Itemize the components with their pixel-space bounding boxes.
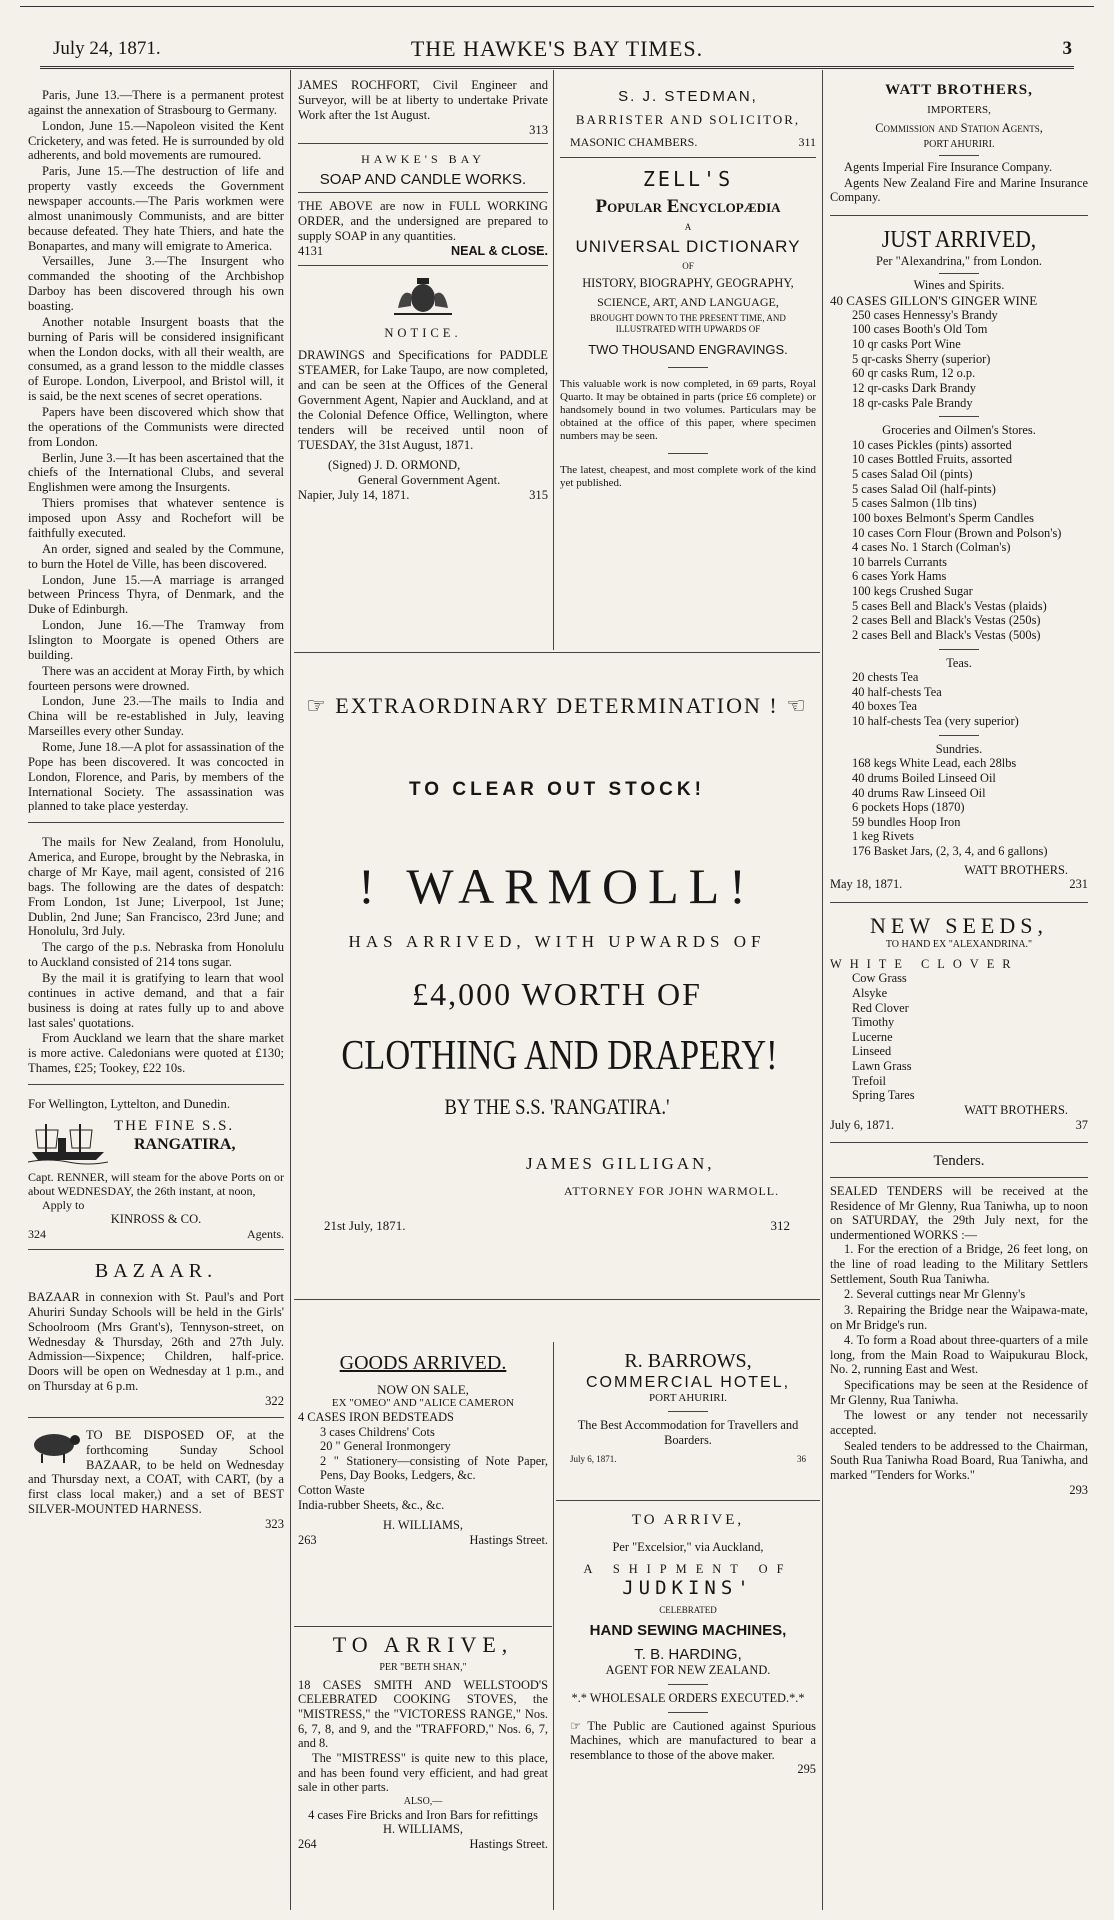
masthead-rule <box>40 66 1074 69</box>
column-divider <box>290 70 291 1910</box>
notice-role: General Government Agent. <box>358 473 501 488</box>
stedman-role: BARRISTER AND SOLICITOR, <box>575 111 801 127</box>
tender-item: 1. For the erection of a Bridge, 26 feet long, on the line of road leading to the Military Settlers Settlement, South Rua Taniwha. <box>830 1242 1088 1286</box>
sewing-agent-role: AGENT FOR NEW ZEALAND. <box>605 1663 771 1678</box>
soap-ad <box>298 152 548 258</box>
column-divider <box>822 70 823 1910</box>
divider <box>668 1712 708 1713</box>
royal-crest-icon <box>298 274 548 322</box>
seed-item: Timothy <box>852 1015 895 1030</box>
grocery-item: 100 boxes Belmont's Sperm Candles <box>852 510 1034 525</box>
zell-title: ZELL'S <box>642 167 734 192</box>
ads-column-3 <box>560 88 816 490</box>
wine-item: 12 qr-casks Dark Brandy <box>852 380 976 395</box>
seed-item: Alsyke <box>852 985 888 1000</box>
tender-item: 2. Several cuttings near Mr Glenny's <box>844 1287 1026 1302</box>
sundry-item: 1 keg Rivets <box>852 829 914 844</box>
divider <box>939 416 979 417</box>
divider <box>668 453 708 454</box>
news-item: London, June 23.—The mails to India and China will be re-established in July, leaving Marseilles every other Sunday. <box>28 694 284 739</box>
stedman-ad <box>560 88 816 149</box>
zell-engravings: TWO THOUSAND ENGRAVINGS. <box>588 342 788 358</box>
divider <box>556 1500 820 1501</box>
soap-body: THE ABOVE are now in FULL WORKING ORDER, and the undersigned are prepared to supply SOAP in any quantities. <box>298 199 548 243</box>
just-date: May 18, 1871. <box>830 877 903 892</box>
divider <box>830 1142 1088 1143</box>
ad-number: 293 <box>1069 1483 1088 1498</box>
rochfort-ad <box>298 78 548 137</box>
stoves-also: ALSO,— <box>403 1795 443 1807</box>
tenders-address: Sealed tenders to be addressed to the Chairman, South Rua Taniwha Road Board, Rua Taniwha, and marked "Tenders for Works." <box>830 1438 1088 1482</box>
zell-paragraph-2: The latest, cheapest, and most complete work of the kind yet published. <box>560 464 816 490</box>
stedman-name: S. J. STEDMAN, <box>618 88 758 105</box>
seeds-ship: TO HAND EX "ALEXANDRINA." <box>885 938 1033 950</box>
watt-importers: IMPORTERS, <box>927 103 991 116</box>
warmoll-headline: ☞ EXTRAORDINARY DETERMINATION ! ☜ <box>306 693 808 718</box>
sewing-title: TO ARRIVE, <box>631 1512 745 1528</box>
column-divider <box>553 1342 554 1910</box>
stoves-address: Hastings Street. <box>469 1836 548 1851</box>
soap-line-2: SOAP AND CANDLE WORKS. <box>319 170 527 188</box>
watt-insurance: Agents New Zealand Fire and Marine Insurance Company. <box>830 175 1088 205</box>
zell-ad <box>560 168 816 490</box>
tea-item: 10 half-chests Tea (very superior) <box>852 714 1019 729</box>
just-arrived-ad <box>830 226 1088 892</box>
ad-number: 264 <box>298 1836 317 1851</box>
grocery-item: 2 cases Bell and Black's Vestas (500s) <box>852 627 1041 642</box>
stoves-body: 18 CASES SMITH AND WELLSTOOD'S CELEBRATED COOKING STOVES, the "MISTRESS," the "VICTORESS RANGE," Nos. 6, 7, 8, and 9, and the "TRAFFORD," Nos. 6, 7, and 8. <box>298 1677 548 1751</box>
ad-number: 231 <box>1069 877 1088 892</box>
grocery-item: 10 cases Corn Flour (Brown and Polson's) <box>852 525 1062 540</box>
divider <box>939 649 979 650</box>
watt-name: WATT BROTHERS, <box>885 82 1033 98</box>
pointing-hand-icon: ☞ <box>570 1718 588 1733</box>
just-arrived-title: JUST ARRIVED, <box>881 226 1037 253</box>
news-item: London, June 15.—A marriage is arranged between Princess Thyra, of Denmark, and the Duke of Edinburgh. <box>28 572 284 617</box>
tenders-intro: SEALED TENDERS will be received at the Residence of Mr Glenny, Rua Taniwha, up to noon on SATURDAY, the 29th July next, for the undermentioned WORKS :— <box>830 1183 1088 1242</box>
ship-row <box>28 1118 284 1166</box>
seed-item: Red Clover <box>852 1000 909 1015</box>
just-signature: WATT BROTHERS. <box>964 862 1068 877</box>
stoves-title: TO ARRIVE, <box>332 1632 514 1657</box>
notice-body: DRAWINGS and Specifications for PADDLE STEAMER, for Lake Taupo, are now completed, and can be seen at the Offices of the General Government Agent, Napier and Auckland, and at the Colonial Defence Office, Wellington, where tenders will be received until noon of TUESDAY, the 31st August, 1871. <box>298 348 548 452</box>
ad-number: 311 <box>798 135 816 150</box>
wine-item: 5 qr-casks Sherry (superior) <box>852 351 991 366</box>
ad-number: 4131 <box>298 243 324 258</box>
zell-a: A <box>684 222 692 233</box>
watt-port: PORT AHURIRI. <box>923 139 995 151</box>
divider <box>298 265 548 266</box>
warmoll-ship: BY THE S.S. 'RANGATIRA.' <box>444 1093 670 1119</box>
news-item: Another notable Insurgent boasts that the burning of Paris will be considered insignificant when the London docks, with all their wealth, are consumed, as a grand lesson to the middle classes of Europe. London, Liverpool, and Bristol will, it is said, be the next scenes of secret operations. <box>28 314 284 404</box>
news-item: Thiers promises that whatever sentence is imposed upon Assy and Rochefort will be faithfully executed. <box>28 496 284 540</box>
sundry-item: 168 kegs White Lead, each 28lbs <box>852 756 1017 771</box>
firm-name: NEAL & CLOSE. <box>450 243 548 258</box>
bazaar-body: BAZAAR in connexion with St. Paul's and Port Ahuriri Sunday Schools will be held in the Girls' Schoolroom (Mrs Grant's), Tennyson-street, on Wednesday & Thursday, 26th and 27th July. Admission—Sixpence; Children, half-price. Doors will be open on Wednesday at 1 p.m., and on Thursday at 6 p.m. <box>28 1289 284 1394</box>
ad-number: 263 <box>298 1532 317 1547</box>
divider <box>939 735 979 736</box>
barrows-hotel: COMMERCIAL HOTEL, <box>585 1373 791 1391</box>
news-item: Paris, June 13.—There is a permanent protest against the annexation of Strasbourg to Germany. <box>28 88 284 117</box>
grocery-item: 5 cases Salad Oil (pints) <box>852 467 973 482</box>
divider <box>28 1417 284 1418</box>
goods-ex: EX "OMEO" AND "ALICE CAMERON <box>331 1396 515 1409</box>
tenders-lowest: The lowest or any tender not necessarily accepted. <box>830 1408 1088 1437</box>
goods-item: India-rubber Sheets, &c., &c. <box>298 1497 445 1512</box>
ad-route: For Wellington, Lyttelton, and Dunedin. <box>28 1097 230 1111</box>
warmoll-arrived: HAS ARRIVED, WITH UPWARDS OF <box>348 932 766 952</box>
warmoll-clothing: CLOTHING AND DRAPERY! <box>341 1033 778 1080</box>
barrows-name: R. BARROWS, <box>624 1350 752 1372</box>
stoves-signature: H. WILLIAMS, <box>383 1822 463 1837</box>
barrows-port: PORT AHURIRI. <box>649 1392 727 1405</box>
top-rule <box>20 6 1094 7</box>
warmoll-ad <box>294 652 820 1300</box>
divider <box>298 192 548 193</box>
tender-item: 4. To form a Road about three-quarters of a mile long, from the Main Road to Waipukurau Block, No. 2, running East and West. <box>830 1333 1088 1377</box>
notice-ad <box>298 274 548 503</box>
bazaar-title: BAZAAR. <box>94 1260 218 1283</box>
wine-item: 18 qr-casks Pale Brandy <box>852 395 973 410</box>
news-column <box>28 88 284 1532</box>
tenders-specs: Specifications may be seen at the Residence of Mr Glenny, Rua Taniwha. <box>830 1378 1088 1407</box>
divider <box>668 367 708 368</box>
seed-item: Trefoil <box>852 1073 886 1088</box>
section-groceries: Groceries and Oilmen's Stores. <box>882 423 1036 438</box>
divider <box>28 822 284 823</box>
goods-item: 2 " Stationery—consisting of Note Paper, Pens, Day Books, Ledgers, &c. <box>320 1453 548 1483</box>
sundry-item: 59 bundles Hoop Iron <box>852 814 961 829</box>
stoves-ad <box>298 1632 548 1851</box>
seeds-title: NEW SEEDS, <box>870 912 1048 938</box>
masthead <box>0 0 1114 70</box>
news-item: London, June 16.—The Tramway from Islington to Moorgate is opened Others are building. <box>28 618 284 662</box>
ship-name-rangatira: RANGATIRA, <box>134 1135 236 1153</box>
goods-item: 4 CASES IRON BEDSTEADS <box>298 1409 454 1424</box>
soap-line-1: HAWKE'S BAY <box>361 152 485 167</box>
section-sundries: Sundries. <box>935 741 983 756</box>
dispose-ad <box>28 1428 284 1532</box>
seeds-date: July 6, 1871. <box>830 1117 895 1132</box>
white-clover: WHITE CLOVER <box>830 956 1019 971</box>
watt-ad <box>830 82 1088 205</box>
news-item: Versailles, June 3.—The Insurgent who commanded the shooting of the Archbishop Darboy has been discovered through his own boasting. <box>28 254 284 314</box>
divider <box>560 157 816 158</box>
grocery-item: 10 cases Bottled Fruits, assorted <box>852 452 1013 467</box>
sewing-judkins: JUDKINS' <box>622 1576 754 1599</box>
steamer-ad <box>28 1097 284 1241</box>
ad-number: 322 <box>265 1393 284 1408</box>
divider <box>830 1177 1088 1178</box>
sewing-celebrated: CELEBRATED <box>659 1605 717 1616</box>
dispose-body: TO BE DISPOSED OF, at the forthcoming Sunday School BAZAAR, to be held on Wednesday and Thursday next, a COAT, with CART, (by a first class local maker,) and a set of BEST SILVER-MOUNTED HARNESS. <box>28 1427 284 1517</box>
tea-item: 40 half-chests Tea <box>852 684 942 699</box>
news-item: Berlin, June 3.—It has been ascertained that the chiefs of the International Clubs, and several Englishmen were among the Insurgents. <box>28 450 284 495</box>
ads-column-4 <box>830 82 1088 1498</box>
watt-insurance: Agents Imperial Fire Insurance Company. <box>844 160 1053 175</box>
zell-paragraph-1: This valuable work is now completed, in 69 parts, Royal Quarto. It may be obtained in parts (price £6 complete) or handsomely bound in two volumes. Particulars may be obtained at the office of this paper, where specimen numbers may be seen. <box>560 378 816 443</box>
steamship-icon <box>28 1118 108 1166</box>
grocery-item: 5 cases Bell and Black's Vestas (plaids) <box>852 598 1047 613</box>
stoves-ship: PER "BETH SHAN," <box>379 1661 467 1673</box>
tenders-ad <box>830 1153 1088 1498</box>
sewing-machines: HAND SEWING MACHINES, <box>589 1621 787 1639</box>
warmoll-date: 21st July, 1871. <box>324 1217 406 1233</box>
sundry-item: 40 drums Boiled Linseed Oil <box>852 770 996 785</box>
zell-dictionary: UNIVERSAL DICTIONARY <box>575 236 801 256</box>
zell-of: OF <box>682 260 694 271</box>
goods-item: 20 " General Ironmongery <box>320 1439 451 1454</box>
mail-news <box>28 835 284 1076</box>
notice-place: Napier, July 14, 1871. <box>298 488 410 503</box>
seed-item: Linseed <box>852 1044 892 1059</box>
ad-number: 312 <box>770 1217 790 1233</box>
seed-item: Lucerne <box>852 1029 893 1044</box>
stoves-bricks: 4 cases Fire Bricks and Iron Bars for refittings <box>308 1807 538 1822</box>
news-item: From Auckland we learn that the share market is more active. Caledonians were quoted at £130; Thames, £25; Tookey, £22 10s. <box>28 1031 284 1076</box>
seeds-signature: WATT BROTHERS. <box>964 1102 1068 1117</box>
zell-description: BROUGHT DOWN TO THE PRESENT TIME, AND ILLUSTRATED WITH UPWARDS OF <box>590 312 786 334</box>
ads-column-2 <box>298 78 548 503</box>
section-teas: Teas. <box>946 655 972 670</box>
rochfort-body: JAMES ROCHFORT, Civil Engineer and Surveyor, will be at liberty to undertake Private Work after the 1st August. <box>298 78 548 122</box>
news-item: By the mail it is gratifying to learn that wool continues in active demand, and that a fair business is doing at rates fully up to and above last sales' quotations. <box>28 970 284 1030</box>
seed-item: Lawn Grass <box>852 1059 912 1074</box>
news-item: There was an accident at Moray Firth, by which fourteen persons were drowned. <box>28 663 284 693</box>
zell-subtitle: Popular Encyclopædia <box>595 195 781 217</box>
ginger-wine: 40 CASES GILLON'S GINGER WINE <box>830 292 1038 308</box>
agents-label: Agents. <box>247 1227 284 1242</box>
ad-number: 37 <box>1075 1117 1088 1132</box>
goods-item: Cotton Waste <box>298 1483 365 1498</box>
zell-subjects-1: HISTORY, BIOGRAPHY, GEOGRAPHY, <box>582 275 794 291</box>
ad-number: 315 <box>529 488 548 503</box>
tender-item: 3. Repairing the Bridge near the Waipawa-mate, on Mr Bridge's run. <box>830 1302 1088 1332</box>
zell-subjects-2: SCIENCE, ART, AND LANGUAGE, <box>597 294 779 309</box>
sewing-ship: Per "Excelsior," via Auckland, <box>612 1539 764 1554</box>
ad-number: 295 <box>797 1762 816 1777</box>
goods-on-sale: NOW ON SALE, <box>377 1381 469 1397</box>
barrows-ad <box>560 1350 816 1464</box>
barrows-date: July 6, 1871. <box>570 1453 617 1464</box>
sundry-item: 6 pockets Hops (1870) <box>852 800 965 815</box>
goods-item: 3 cases Childrens' Cots <box>320 1424 435 1439</box>
grocery-item: 100 kegs Crushed Sugar <box>852 584 973 599</box>
news-item: Rome, June 18.—A plot for assassination of the Pope has been discovered. It was concocted in London, Florence, and Paris, by members of the International Society. The assassination was planned to take place yesterday. <box>28 739 284 814</box>
warmoll-clear-out: TO CLEAR OUT STOCK! <box>409 778 705 800</box>
sewing-ad <box>560 1512 816 1777</box>
watt-agents: Commission and Station Agents, <box>875 120 1043 135</box>
wine-item: 250 cases Hennessy's Brandy <box>852 307 998 322</box>
grocery-item: 4 cases No. 1 Starch (Colman's) <box>852 540 1011 555</box>
wine-item: 60 qr casks Rum, 12 o.p. <box>852 366 976 381</box>
divider <box>28 1084 284 1085</box>
grocery-item: 10 barrels Currants <box>852 554 947 569</box>
tea-item: 20 chests Tea <box>852 670 919 685</box>
seed-item: Cow Grass <box>852 971 907 986</box>
divider <box>939 273 979 274</box>
foreign-news <box>28 88 284 814</box>
divider <box>28 1249 284 1250</box>
ship-name <box>114 1118 235 1155</box>
stedman-address: MASONIC CHAMBERS. <box>570 135 698 150</box>
seeds-ad <box>830 913 1088 1132</box>
stoves-paragraph: The "MISTRESS" is quite new to this place, and has been found very efficient, and had great sale in other parts. <box>298 1750 548 1795</box>
sundry-item: 40 drums Raw Linseed Oil <box>852 785 986 800</box>
grocery-item: 6 cases York Hams <box>852 569 947 584</box>
warmoll-worth: £4,000 WORTH OF <box>412 976 702 1013</box>
section-wines: Wines and Spirits. <box>913 277 1005 292</box>
sewing-caution-text: The Public are Cautioned against Spurious Machines, which are manufactured to bear a resemblance to those of the above maker. <box>570 1718 817 1762</box>
ad-number: 36 <box>797 1453 806 1464</box>
ad-number: 324 <box>28 1227 46 1242</box>
sewing-caution <box>560 1719 816 1763</box>
divider <box>830 215 1088 216</box>
ship-line-1: THE FINE S.S. <box>114 1117 235 1134</box>
sewing-wholesale: *.* WHOLESALE ORDERS EXECUTED.*.* <box>571 1690 805 1705</box>
divider <box>298 143 548 144</box>
sewing-shipment: A SHIPMENT OF <box>583 1562 793 1577</box>
grocery-item: 2 cases Bell and Black's Vestas (250s) <box>852 613 1041 628</box>
news-item: Papers have been discovered which show that the operations of the Communists were directed from London. <box>28 405 284 449</box>
agent-name: KINROSS & CO. <box>110 1212 202 1227</box>
warmoll-attorney-role: ATTORNEY FOR JOHN WARMOLL. <box>564 1183 780 1198</box>
sundry-item: 176 Basket Jars, (2, 3, 4, and 6 gallons) <box>852 844 1048 859</box>
ship-details: Capt. RENNER, will steam for the above Ports on or about WEDNESDAY, the 26th instant, at noon, <box>28 1169 284 1199</box>
goods-ad <box>298 1352 548 1548</box>
column-divider <box>553 70 554 650</box>
sheep-icon <box>28 1428 82 1464</box>
warmoll-name: ! WARMOLL! <box>358 858 756 915</box>
tenders-title: Tenders. <box>933 1153 985 1170</box>
notice-title: NOTICE. <box>384 325 462 340</box>
grocery-item: 5 cases Salad Oil (half-pints) <box>852 481 996 496</box>
sewing-agent-name: T. B. HARDING, <box>634 1645 742 1663</box>
news-item: The cargo of the p.s. Nebraska from Honolulu to Auckland consisted of 214 tons sugar. <box>28 940 284 970</box>
goods-title: GOODS ARRIVED. <box>339 1352 507 1374</box>
notice-signature: (Signed) J. D. ORMOND, <box>328 458 461 473</box>
news-item: Paris, June 15.—The destruction of life and property vastly exceeds the Government newspaper accounts.—The Paris workmen were almost unanimously Communists, and are bitter because defeated. They hate Thiers, and hate the Bonapartes, and many will emigrate to America. <box>28 164 284 253</box>
goods-address: Hastings Street. <box>469 1532 548 1547</box>
news-item: London, June 15.—Napoleon visited the Kent Cricketery, and was feted. He is surrounded by old adherents, and bold movements are rumoured. <box>28 118 284 163</box>
just-arrived-ship: Per "Alexandrina," from London. <box>876 254 1042 269</box>
wine-item: 10 qr casks Port Wine <box>852 337 961 352</box>
divider <box>830 902 1088 903</box>
issue-date: July 24, 1871. <box>53 38 161 59</box>
page-number: 3 <box>1062 38 1072 59</box>
ad-number: 313 <box>529 122 548 137</box>
divider <box>668 1411 708 1412</box>
apply-to: Apply to <box>42 1198 85 1213</box>
seed-item: Spring Tares <box>852 1088 915 1103</box>
wine-item: 100 cases Booth's Old Tom <box>852 322 988 337</box>
barrows-body: The Best Accommodation for Travellers and Boarders. <box>577 1418 799 1448</box>
grocery-item: 10 cases Pickles (pints) assorted <box>852 437 1012 452</box>
grocery-item: 5 cases Salmon (1lb tins) <box>852 496 977 511</box>
newspaper-title: THE HAWKE'S BAY TIMES. <box>410 36 704 61</box>
news-item: The mails for New Zealand, from Honolulu, America, and Europe, brought by the Nebraska, in charge of Mr Kaye, mail agent, consisted of 216 bags. The following are the dates of despatch: From London, 1st June; Liverpool, 1st June; Dublin, 2nd June; San Francisco, 23rd June; and Honolulu, 3rd July. <box>28 835 284 939</box>
ad-number: 323 <box>265 1516 284 1531</box>
bazaar-ad <box>28 1260 284 1408</box>
divider <box>939 155 979 156</box>
news-item: An order, signed and sealed by the Commune, to burn the Hotel de Ville, has been discovered. <box>28 541 284 571</box>
divider <box>668 1684 708 1685</box>
divider <box>294 1626 552 1627</box>
tea-item: 40 boxes Tea <box>852 699 917 714</box>
goods-signature: H. WILLIAMS, <box>383 1518 463 1533</box>
warmoll-attorney-name: JAMES GILLIGAN, <box>526 1153 715 1173</box>
